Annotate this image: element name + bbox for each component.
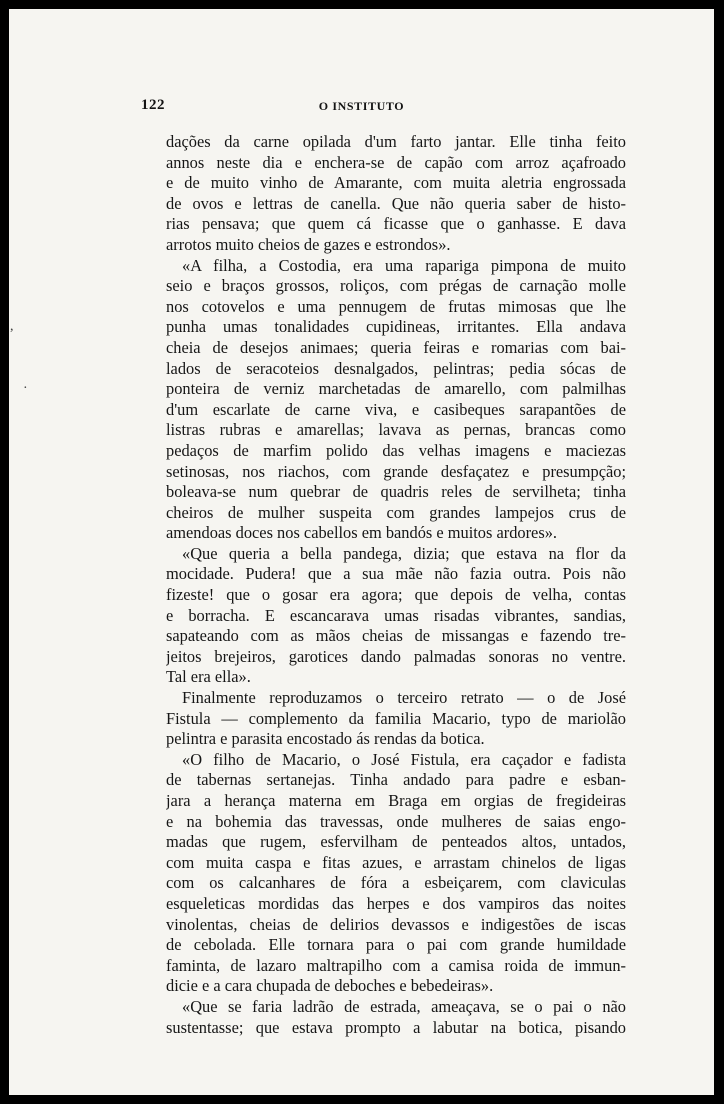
text-line: pelintra e parasita encostado ás rendas da botica. [166, 729, 485, 749]
text-line: «Que queria a bella pandega, dizia; que estava na flor da [182, 543, 626, 563]
text-line: jara a herança materna em Braga em orgias de fregideiras [166, 791, 626, 810]
text-line: boleava-se num quebrar de quadris reles de servilheta; tinha [166, 482, 626, 502]
text-line: annos neste dia e enchera-se de capão com arroz açafroado [166, 152, 626, 172]
text-line: lados de seracoteios desnalgados, pelintras; pedia sócas de [166, 358, 626, 378]
text-line: «Que se faria ladrão de estrada, ameaçava, se o pai o não [182, 996, 626, 1016]
text-line: amendoas doces nos cabellos em bandós e muitos ardores». [166, 523, 557, 543]
paragraph [166, 256, 626, 544]
text-line: e de muito vinho de Amarante, com muita aletria engrossada [166, 173, 626, 193]
edge-mark: , [10, 319, 14, 334]
text-line: fizeste! que o gosar era agora; que depois de velha, contas [166, 585, 626, 605]
text-line: nos cotovelos e uma pennugem de frutas mimosas que lhe [166, 296, 626, 316]
paragraph [166, 544, 626, 688]
running-head [9, 97, 714, 117]
text-line: sustentasse; que estava prompto a labutar na botica, pisando [166, 1017, 626, 1037]
body-text [166, 132, 626, 1038]
paragraph [166, 750, 626, 997]
text-line: rias pensava; que quem cá ficasse que o ganhasse. E dava [166, 214, 626, 234]
text-line: madas que rugem, esfervilham de penteados altos, untados, [166, 832, 626, 852]
text-line: e na bohemia das travessas, onde mulheres de saias engo- [166, 811, 626, 831]
text-line: vinolentas, cheias de delirios devassos e indigestões de iscas [166, 914, 626, 934]
text-line: com os calcanhares de fóra a esbeiçarem, com claviculas [166, 873, 626, 893]
text-line: cheia de desejos animaes; queria feiras e romarias com bai- [166, 337, 626, 357]
text-line: setinosas, nos riachos, com grande desfaçatez e presumpção; [166, 461, 626, 481]
text-line: Fistula — complemento da familia Macario, typo de mariolão [166, 708, 626, 728]
text-line: mocidade. Pudera! que a sua mãe não fazia outra. Pois não [166, 564, 626, 584]
edge-mark: · [23, 381, 28, 396]
text-line: com muita caspa e fitas azues, e arrastam chinelos de ligas [166, 852, 626, 872]
text-line: arrotos muito cheios de gazes e estrondos». [166, 234, 451, 254]
text-line: faminta, de lazaro maltrapilho com a camisa roida de immun- [166, 955, 626, 975]
text-line: «A filha, a Costodia, era uma rapariga pimpona de muito [182, 255, 626, 275]
journal-title: O INSTITUTO [318, 99, 405, 113]
text-line: d'um escarlate de carne viva, e casibeques sarapantões de [166, 399, 626, 419]
paragraph [166, 688, 626, 750]
text-line: de tabernas sertanejas. Tinha andado para padre e esban- [166, 770, 626, 790]
text-line: seio e braços grossos, roliços, com prégas de carnação molle [166, 276, 626, 296]
text-line: cheiros de mulher suspeita com grandes lampejos crus de [166, 502, 626, 522]
text-line: punha umas tonalidades cupidineas, irritantes. Ella andava [166, 317, 626, 337]
text-line: Finalmente reproduzamos o terceiro retrato — o de José [182, 688, 626, 708]
page-number: 122 [141, 97, 165, 113]
text-line: esqueleticas mordidas das herpes e dos vampiros das noites [166, 893, 626, 913]
text-line: «O filho de Macario, o José Fistula, era caçador e fadista [182, 749, 626, 769]
text-line: dicie e a cara chupada de deboches e bebedeiras». [166, 976, 494, 996]
book-page [9, 9, 714, 1095]
paragraph [166, 132, 626, 256]
text-line: e borracha. E escancarava umas risadas vibrantes, sandias, [166, 605, 626, 625]
text-line: dações da carne opilada d'um farto jantar. Elle tinha feito [166, 132, 626, 151]
text-line: de ovos e lettras de canella. Que não queria saber de histo- [166, 193, 626, 213]
text-line: ponteira de verniz marchetadas de amarello, com palmilhas [166, 379, 626, 399]
text-line: pedaços de marfim polido das velhas imagens e maciezas [166, 440, 626, 460]
paragraph [166, 997, 626, 1038]
text-line: jeitos brejeiros, garotices dando palmadas sonoras no ventre. [166, 646, 626, 666]
text-line: Tal era ella». [166, 667, 251, 687]
text-line: de cebolada. Elle tornara para o pai com grande humildade [166, 935, 626, 955]
text-line: listras rubras e amarellas; lavava as pernas, brancas como [166, 420, 626, 440]
text-line: sapateando com as mãos cheias de missangas e fazendo tre- [166, 626, 626, 646]
